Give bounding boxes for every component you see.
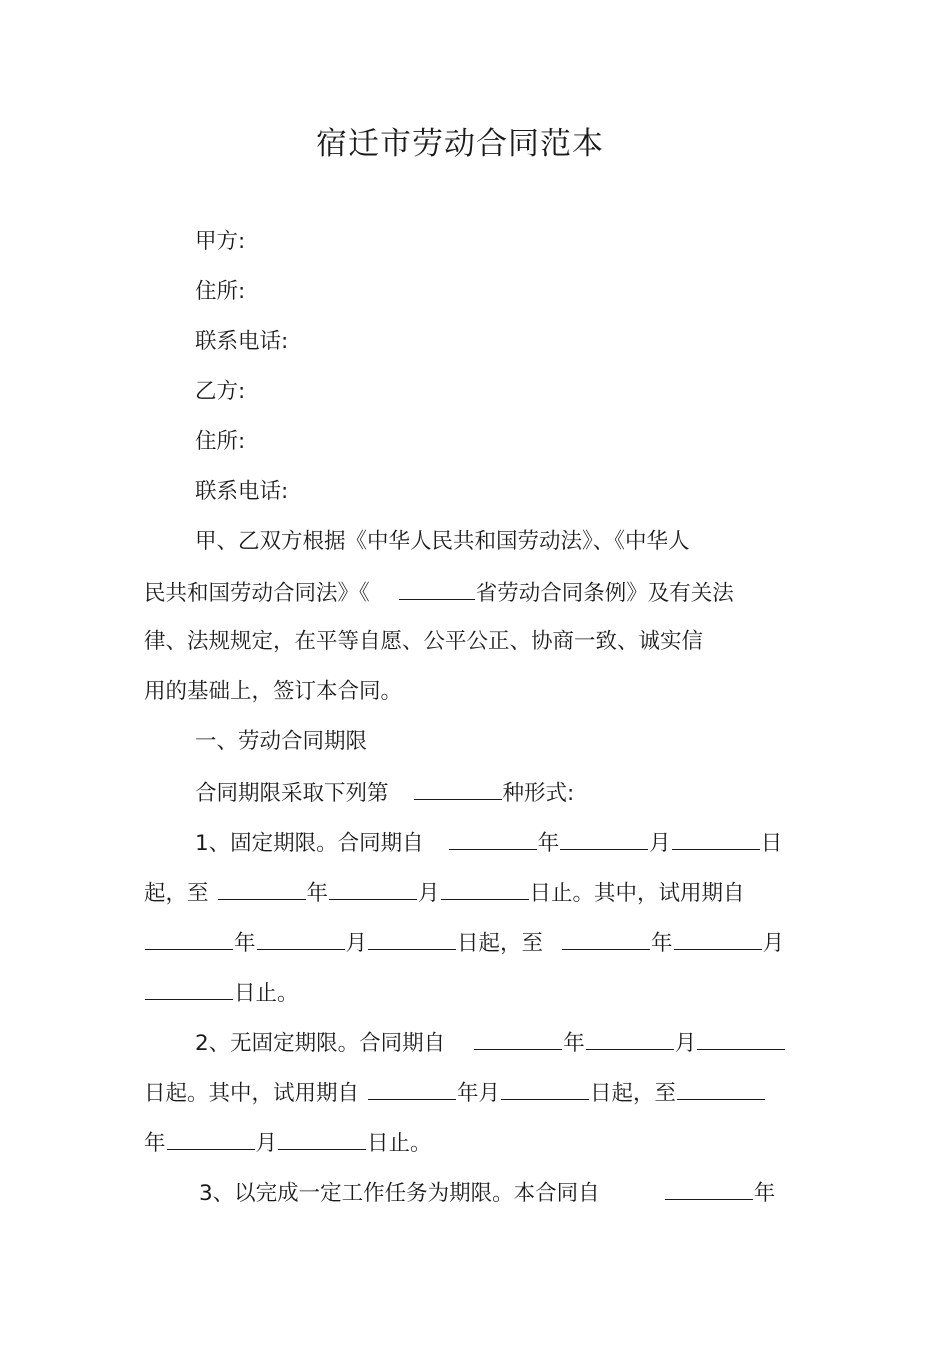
item-3-line-1 bbox=[199, 1177, 775, 1209]
year-label: 年 bbox=[537, 831, 560, 856]
blank-month bbox=[257, 927, 345, 950]
item-1-line-2 bbox=[144, 877, 745, 909]
preamble-line-2 bbox=[144, 577, 734, 609]
blank-year bbox=[665, 1177, 753, 1200]
item-text: 日起。其中，试用期自 bbox=[144, 1081, 360, 1106]
blank-day bbox=[672, 827, 760, 850]
blank-month bbox=[674, 927, 762, 950]
item-text: 日止。 bbox=[234, 981, 299, 1006]
year-label: 年 bbox=[144, 1131, 166, 1156]
item-text: 1、固定期限。合同期自 bbox=[195, 831, 424, 856]
item-2-line-1 bbox=[195, 1027, 786, 1059]
item-2-line-2 bbox=[144, 1077, 766, 1109]
year-label: 年 bbox=[563, 1031, 585, 1056]
preamble-text: 民共和国劳动合同法》《 bbox=[144, 581, 370, 606]
blank-day bbox=[145, 977, 233, 1000]
blank-province bbox=[399, 577, 475, 600]
month-label: 月 bbox=[674, 1031, 697, 1056]
blank-year bbox=[474, 1027, 562, 1050]
item-1-line-3 bbox=[144, 927, 784, 959]
blank-year bbox=[677, 1077, 765, 1100]
preamble-line-1: 甲、乙双方根据《中华人民共和国劳动法》、《中华人 bbox=[195, 529, 690, 554]
party-b-label: 乙方: bbox=[195, 379, 246, 404]
item-1-line-1 bbox=[195, 827, 782, 859]
party-a-phone: 联系电话: bbox=[195, 329, 289, 354]
month-label: 月 bbox=[649, 831, 671, 856]
party-a-address: 住所: bbox=[195, 279, 246, 304]
document-title: 宿迁市劳动合同范本 bbox=[316, 126, 604, 162]
section-1-form-line bbox=[195, 777, 574, 809]
item-2-line-3 bbox=[144, 1127, 432, 1159]
year-label: 年 bbox=[753, 1181, 776, 1206]
item-1-line-4 bbox=[144, 977, 299, 1009]
year-label: 年 bbox=[306, 881, 329, 906]
blank-year bbox=[218, 877, 306, 900]
item-text: 3、以完成一定工作任务为期限。本合同自 bbox=[199, 1181, 600, 1206]
blank-day bbox=[501, 1077, 589, 1100]
blank-month bbox=[329, 877, 417, 900]
month-label: 月 bbox=[345, 931, 368, 956]
month-label: 月 bbox=[255, 1131, 278, 1156]
day-label: 日 bbox=[760, 831, 783, 856]
form-text: 合同期限采取下列第 bbox=[195, 781, 389, 806]
year-label: 年 bbox=[234, 931, 256, 956]
section-1-heading: 一、劳动合同期限 bbox=[195, 729, 368, 754]
blank-year bbox=[562, 927, 650, 950]
item-text: 日止。 bbox=[367, 1131, 432, 1156]
blank-month bbox=[560, 827, 648, 850]
item-text: 日止。其中，试用期自 bbox=[529, 881, 745, 906]
preamble-text: 省劳动合同条例》及有关法 bbox=[475, 581, 734, 606]
item-text: 日起，至 bbox=[590, 1081, 677, 1106]
party-b-phone: 联系电话: bbox=[195, 479, 289, 504]
blank-day bbox=[278, 1127, 366, 1150]
blank-year bbox=[368, 1077, 456, 1100]
blank-year bbox=[145, 927, 233, 950]
month-label: 月 bbox=[762, 931, 785, 956]
blank-form bbox=[414, 777, 502, 800]
blank-month bbox=[167, 1127, 255, 1150]
preamble-line-3: 律、法规规定，在平等自愿、公平公正、协商一致、诚实信 bbox=[144, 629, 704, 654]
party-a-label: 甲方: bbox=[195, 229, 246, 254]
month-label: 月 bbox=[418, 881, 440, 906]
preamble-line-4: 用的基础上，签订本合同。 bbox=[144, 679, 403, 704]
blank-month bbox=[586, 1027, 674, 1050]
blank-day bbox=[368, 927, 456, 950]
item-text: 日起，至 bbox=[457, 931, 544, 956]
party-b-address: 住所: bbox=[195, 429, 246, 454]
year-label: 年 bbox=[651, 931, 673, 956]
blank-day bbox=[441, 877, 529, 900]
item-text: 2、无固定期限。合同期自 bbox=[195, 1031, 446, 1056]
form-text: 种形式: bbox=[502, 781, 575, 806]
blank-year bbox=[449, 827, 537, 850]
year-month-label: 年月 bbox=[457, 1081, 501, 1106]
item-text: 起，至 bbox=[144, 881, 209, 906]
blank-day bbox=[697, 1027, 785, 1050]
